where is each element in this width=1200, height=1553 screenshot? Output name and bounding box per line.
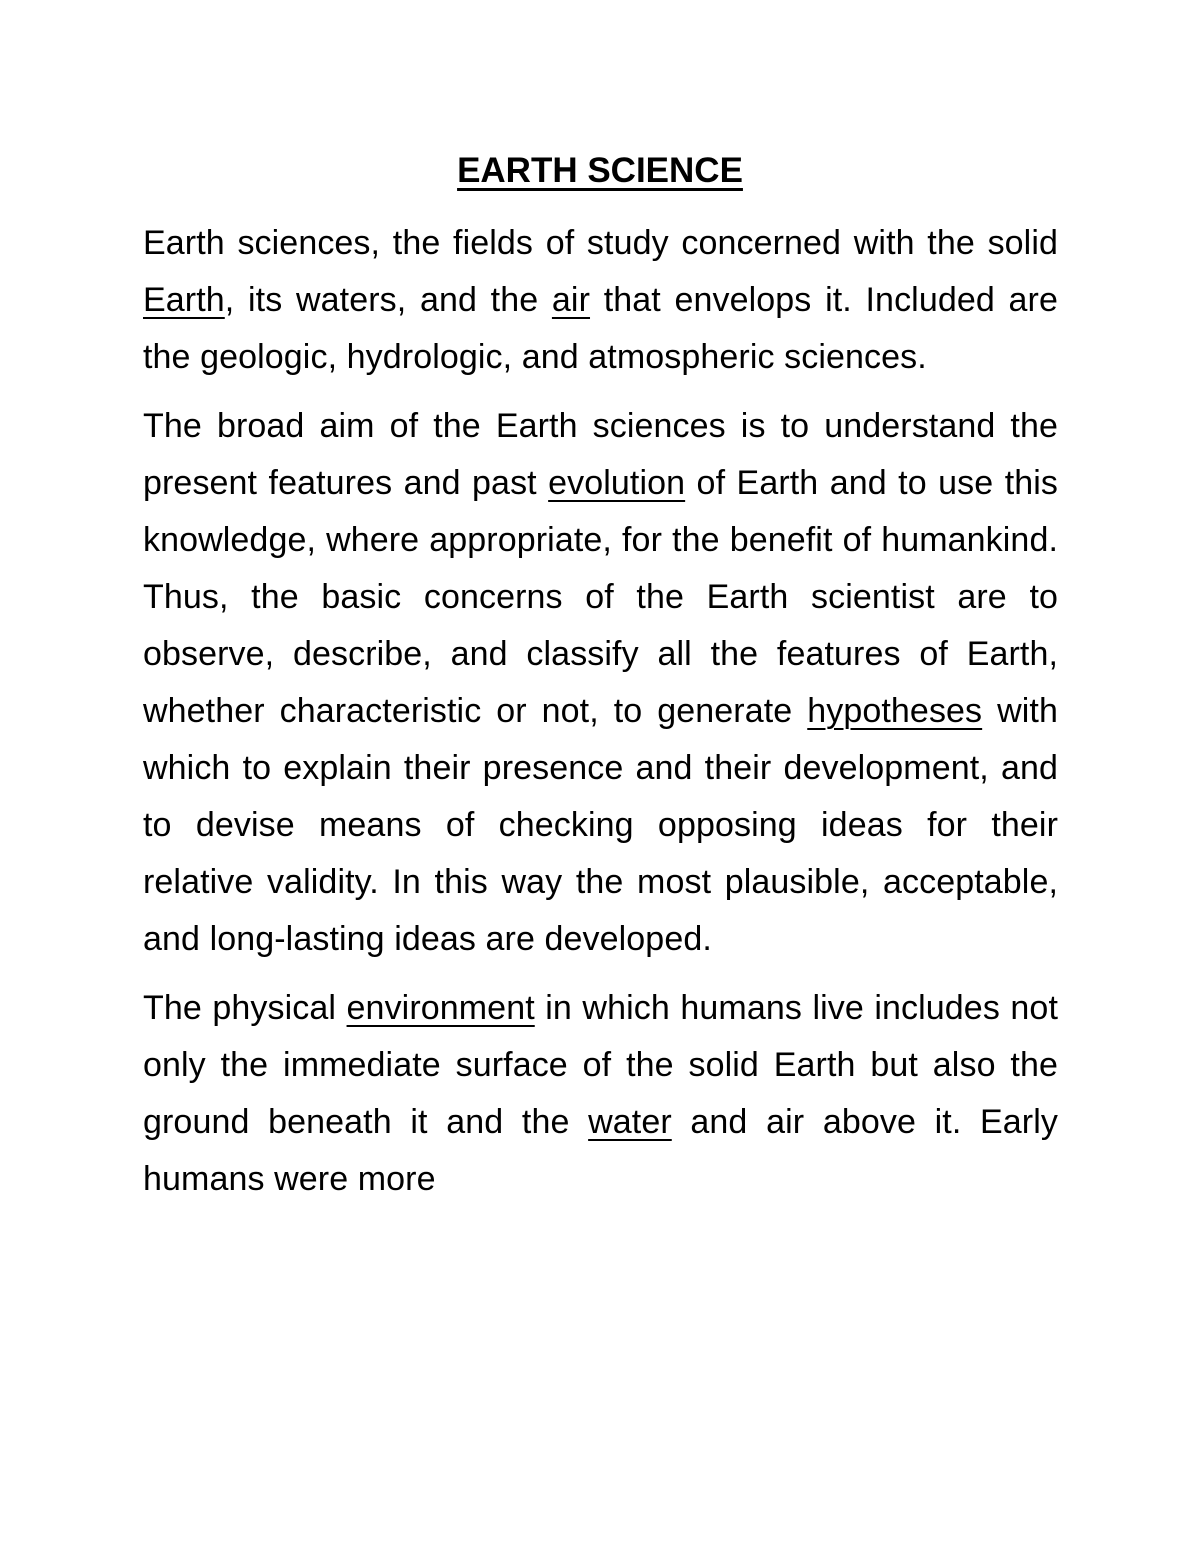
paragraph-text: that envelops it. Included are the geologic, hydrologic, and atmospheric sciences. [143, 281, 1058, 376]
paragraph-text: with which to explain their presence and their development, and to devise means of checking opposing ideas for their relative validity. In this way the most plausible, acceptable, and long-lasting ideas are developed. [143, 692, 1058, 958]
paragraph-text: The physical [143, 989, 347, 1027]
paragraph-text: of Earth and to use this knowledge, where appropriate, for the benefit of humankind. Thus, the basic concerns of the Earth scientist are to observe, describe, and classify all the features of Earth, whether characteristic or not, to generate [143, 464, 1058, 730]
paragraph-text: , its waters, and the [224, 281, 552, 319]
hyperlink-earth[interactable]: Earth [143, 281, 225, 319]
hyperlink-water[interactable]: water [588, 1103, 672, 1141]
paragraph-text: in which humans live includes not only the immediate surface of the solid Earth but also the ground beneath it and the [143, 989, 1058, 1141]
hyperlink-hypotheses[interactable]: hypotheses [807, 692, 983, 730]
paragraph-text: The broad aim of the Earth sciences is to understand the present features and past [143, 407, 1058, 502]
paragraph [143, 398, 1058, 968]
hyperlink-air[interactable]: air [551, 281, 591, 319]
paragraph [143, 980, 1058, 1208]
hyperlink-environment[interactable]: environment [346, 989, 535, 1027]
paragraph [143, 215, 1058, 386]
paragraph-text: Earth sciences, the fields of study concerned with the solid [143, 224, 1058, 262]
hyperlink-evolution[interactable]: evolution [548, 464, 686, 502]
document-body [143, 215, 1058, 1220]
paragraph-text: and air above it. Early humans were more [143, 1103, 1058, 1198]
page-title: EARTH SCIENCE [457, 151, 743, 190]
